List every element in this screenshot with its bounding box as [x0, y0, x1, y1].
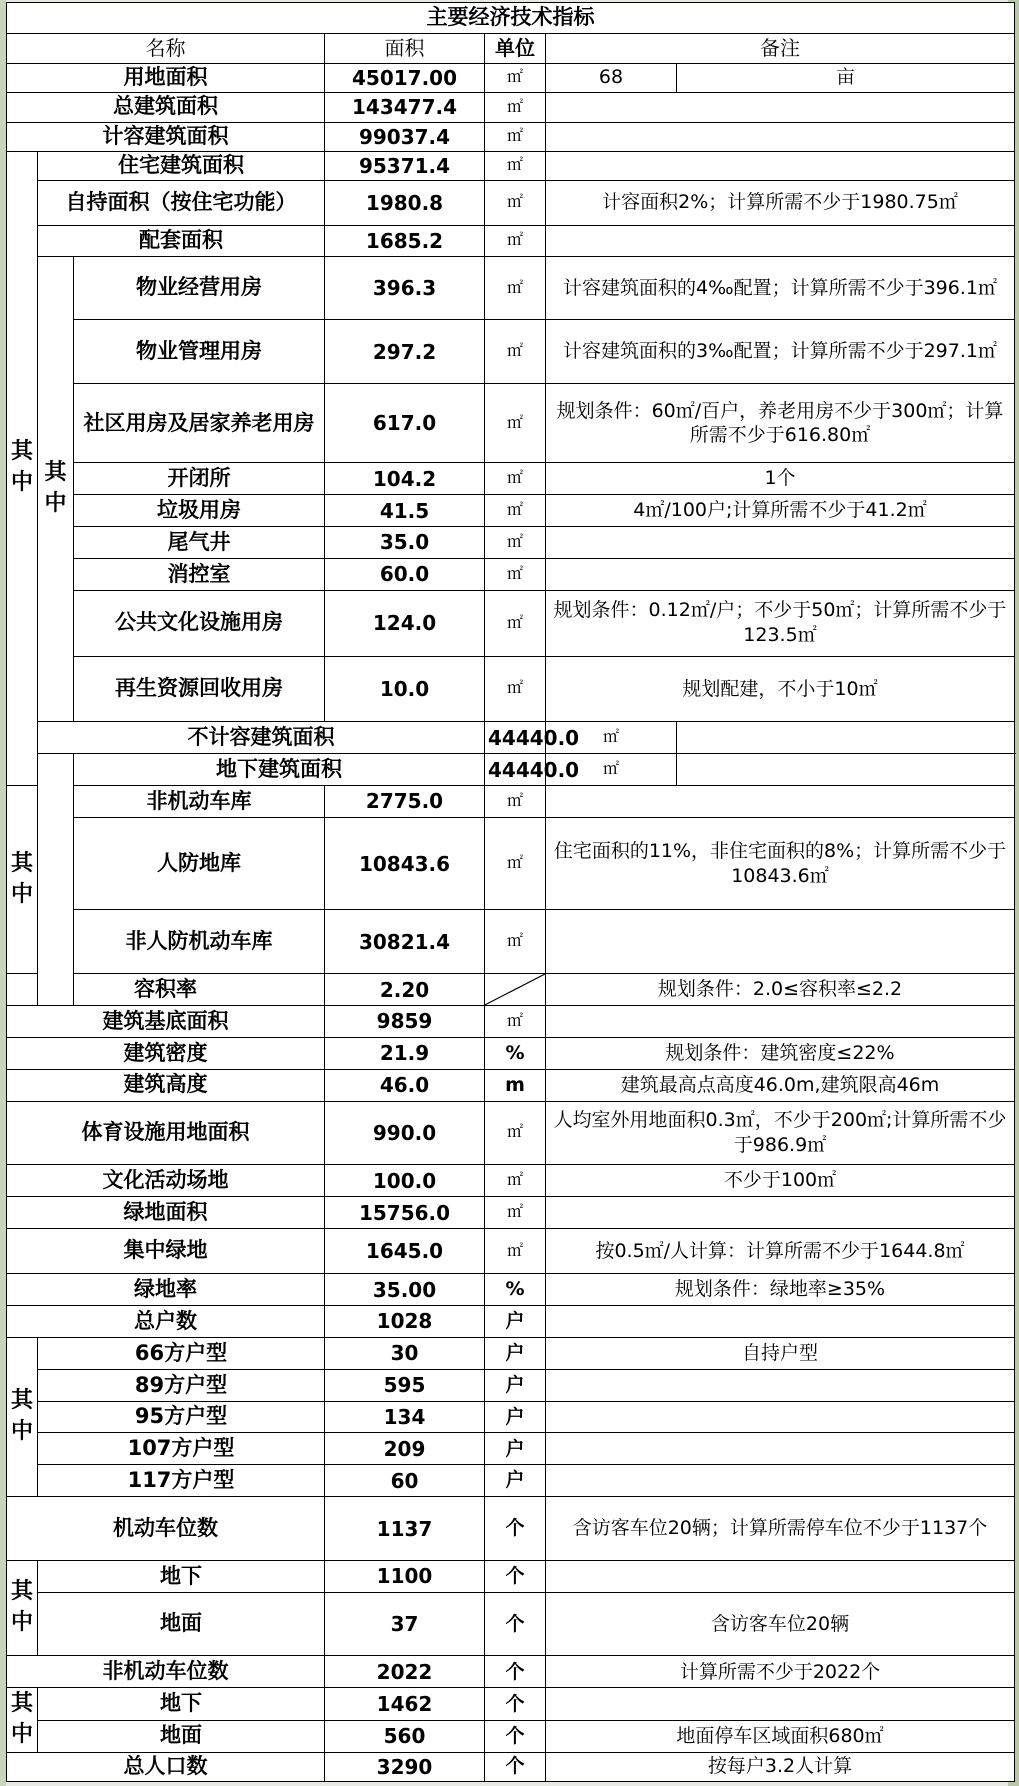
row-note: [546, 151, 1015, 180]
row-unit: 个: [485, 1497, 546, 1561]
row-name: 人防地库: [74, 817, 325, 910]
row-note: [546, 1433, 1015, 1465]
table-row: [7, 1688, 1015, 1720]
row-note: [546, 1369, 1015, 1401]
table-row: [7, 495, 1015, 527]
row-value: 46.0: [325, 1069, 485, 1101]
table-row: [7, 1433, 1015, 1465]
row-value: 1028: [325, 1306, 485, 1338]
row-value: 143477.4: [325, 92, 485, 122]
row-note: 含访客车位20辆；计算所需停车位不少于1137个: [546, 1497, 1015, 1561]
row-unit: ㎡: [485, 495, 546, 527]
table-row: [7, 1197, 1015, 1229]
row-unit: ㎡: [485, 1228, 546, 1273]
row-name: 建筑密度: [7, 1037, 325, 1069]
row-value: 134: [325, 1401, 485, 1433]
row-name: 消控室: [74, 558, 325, 590]
row-value: 595: [325, 1369, 485, 1401]
row-value: 1685.2: [325, 225, 485, 256]
land-area-mu-value: 68: [546, 63, 677, 92]
row-value: 560: [325, 1720, 485, 1752]
row-name: 集中绿地: [7, 1228, 325, 1273]
row-note: 自持户型: [546, 1337, 1015, 1369]
row-unit: ㎡: [485, 656, 546, 722]
row-value: 209: [325, 1433, 485, 1465]
table-row: [7, 1165, 1015, 1197]
row-name: 计容建筑面积: [7, 122, 325, 151]
table-row: [7, 1752, 1015, 1781]
table-row: [7, 92, 1015, 122]
row-note: 按0.5㎡/人计算：计算所需不少于1644.8㎡: [546, 1228, 1015, 1273]
row-unit: 个: [485, 1656, 546, 1688]
row-unit: ㎡: [485, 463, 546, 495]
row-unit: ㎡: [485, 225, 546, 256]
row-name: 机动车位数: [7, 1497, 325, 1561]
table-row: [7, 786, 1015, 818]
row-value: 44440.0: [485, 722, 546, 754]
row-name: 89方户型: [38, 1369, 325, 1401]
table-row: [7, 558, 1015, 590]
row-unit: ㎡: [485, 786, 546, 818]
table-row: [7, 384, 1015, 463]
row-name: 公共文化设施用房: [74, 590, 325, 656]
row-value: 2022: [325, 1656, 485, 1688]
row-unit: ㎡: [485, 180, 546, 225]
row-value: 10843.6: [325, 817, 485, 910]
table-row: [7, 122, 1015, 151]
row-value: 60.0: [325, 558, 485, 590]
row-name: 容积率: [7, 974, 325, 1006]
row-note: 4㎡/100户;计算所需不少于41.2㎡: [546, 495, 1015, 527]
table-row: [7, 754, 1015, 786]
row-name: 体育设施用地面积: [7, 1101, 325, 1165]
row-unit: ㎡: [485, 1197, 546, 1229]
row-note: [546, 527, 1015, 559]
row-note: 计容建筑面积的4‰配置；计算所需不少于396.1㎡: [546, 256, 1015, 320]
row-value: 297.2: [325, 320, 485, 384]
row-note: 计算所需不少于2022个: [546, 1656, 1015, 1688]
row-unit: ㎡: [546, 722, 677, 754]
row-name: 物业管理用房: [74, 320, 325, 384]
row-note: 含访客车位20辆: [546, 1592, 1015, 1656]
row-unit: ㎡: [485, 558, 546, 590]
table-row: [7, 1037, 1015, 1069]
row-value: 35.0: [325, 527, 485, 559]
row-note: [677, 754, 1015, 786]
table-row: [7, 180, 1015, 225]
row-value: 30: [325, 1337, 485, 1369]
row-name: 绿地面积: [7, 1197, 325, 1229]
row-note: 规划条件：绿地率≥35%: [546, 1274, 1015, 1306]
row-name: 66方户型: [38, 1337, 325, 1369]
land-area-mu-unit: 亩: [677, 63, 1015, 92]
economic-indicators-table: [6, 2, 1015, 1782]
row-value: 30821.4: [325, 910, 485, 974]
table-row: [7, 910, 1015, 974]
table-row: [7, 656, 1015, 722]
header-name: 名称: [7, 33, 325, 63]
group-label-qizhong: 其中: [7, 151, 38, 785]
table-row: [7, 463, 1015, 495]
row-note: [546, 92, 1015, 122]
row-name: 垃圾用房: [74, 495, 325, 527]
row-note: 规划配建，不小于10㎡: [546, 656, 1015, 722]
row-unit: 个: [485, 1688, 546, 1720]
row-unit: 个: [485, 1592, 546, 1656]
row-unit: ㎡: [485, 817, 546, 910]
header-row: [7, 33, 1015, 63]
table-row: [7, 1005, 1015, 1037]
row-value: 41.5: [325, 495, 485, 527]
row-unit: m: [485, 1069, 546, 1101]
row-name: 总人口数: [7, 1752, 325, 1781]
row-note: 1个: [546, 463, 1015, 495]
table-row: [7, 1401, 1015, 1433]
group-label-blank: [38, 754, 74, 1006]
row-unit: %: [485, 1274, 546, 1306]
row-name: 总建筑面积: [7, 92, 325, 122]
row-unit: 户: [485, 1306, 546, 1338]
row-note: [677, 722, 1015, 754]
row-note: 住宅面积的11%，非住宅面积的8%；计算所需不少于10843.6㎡: [546, 817, 1015, 910]
row-note: 人均室外用地面积0.3㎡，不少于200㎡;计算所需不少于986.9㎡: [546, 1101, 1015, 1165]
row-unit: 户: [485, 1465, 546, 1497]
row-unit: ㎡: [485, 63, 546, 92]
row-value: 99037.4: [325, 122, 485, 151]
row-unit: ㎡: [485, 384, 546, 463]
row-name: 地下建筑面积: [74, 754, 485, 786]
row-note: [546, 1688, 1015, 1720]
row-name: 95方户型: [38, 1401, 325, 1433]
table-row: [7, 1560, 1015, 1592]
table-row: [7, 974, 1015, 1006]
table-title: 主要经济技术指标: [7, 3, 1015, 34]
table-row: [7, 225, 1015, 256]
row-unit: 户: [485, 1433, 546, 1465]
table-row: [7, 151, 1015, 180]
row-note: 计容面积2%；计算所需不少于1980.75㎡: [546, 180, 1015, 225]
row-name: 117方户型: [38, 1465, 325, 1497]
row-name: 自持面积（按住宅功能）: [38, 180, 325, 225]
diagonal-slash-icon: [485, 974, 545, 1005]
row-unit: ㎡: [485, 910, 546, 974]
row-value: 1980.8: [325, 180, 485, 225]
row-name: 绿地率: [7, 1274, 325, 1306]
row-name: 107方户型: [38, 1433, 325, 1465]
row-value: 45017.00: [325, 63, 485, 92]
row-value: 2775.0: [325, 786, 485, 818]
row-note: 不少于100㎡: [546, 1165, 1015, 1197]
row-name: 社区用房及居家养老用房: [74, 384, 325, 463]
row-name: 用地面积: [7, 63, 325, 92]
row-name: 建筑基底面积: [7, 1005, 325, 1037]
row-name: 尾气井: [74, 527, 325, 559]
row-name: 地面: [38, 1720, 325, 1752]
group-label-qizhong: 其中: [7, 1688, 38, 1752]
row-note: 计容建筑面积的3‰配置；计算所需不少于297.1㎡: [546, 320, 1015, 384]
diagonal-slash-cell: [485, 974, 546, 1006]
row-value: 21.9: [325, 1037, 485, 1069]
table-row: [7, 1592, 1015, 1656]
row-value: 124.0: [325, 590, 485, 656]
table-row: [7, 320, 1015, 384]
table-row: [7, 817, 1015, 910]
row-note: 规划条件：0.12㎡/户；不少于50㎡；计算所需不少于123.5㎡: [546, 590, 1015, 656]
row-name: 住宅建筑面积: [38, 151, 325, 180]
table-row: [7, 722, 1015, 754]
row-unit: 个: [485, 1720, 546, 1752]
row-value: 104.2: [325, 463, 485, 495]
table-row: [7, 1274, 1015, 1306]
header-area: 面积: [325, 33, 485, 63]
table-row: [7, 63, 1015, 92]
table-row: [7, 590, 1015, 656]
row-name: 非机动车位数: [7, 1656, 325, 1688]
row-value: 9859: [325, 1005, 485, 1037]
row-unit: ㎡: [485, 320, 546, 384]
row-value: 1137: [325, 1497, 485, 1561]
row-value: 100.0: [325, 1165, 485, 1197]
row-value: 15756.0: [325, 1197, 485, 1229]
row-note: 规划条件：建筑密度≤22%: [546, 1037, 1015, 1069]
row-note: 按每户3.2人计算: [546, 1752, 1015, 1781]
row-unit: ㎡: [485, 256, 546, 320]
row-unit: ㎡: [485, 590, 546, 656]
row-value: 37: [325, 1592, 485, 1656]
row-name: 地下: [38, 1560, 325, 1592]
table-row: [7, 1497, 1015, 1561]
row-note: 地面停车区域面积680㎡: [546, 1720, 1015, 1752]
row-value: 3290: [325, 1752, 485, 1781]
row-note: [546, 225, 1015, 256]
row-unit: 户: [485, 1337, 546, 1369]
row-note: 建筑最高点高度46.0m,建筑限高46m: [546, 1069, 1015, 1101]
row-name: 非人防机动车库: [74, 910, 325, 974]
table-row: [7, 1306, 1015, 1338]
row-note: 规划条件：2.0≤容积率≤2.2: [546, 974, 1015, 1006]
row-name: 再生资源回收用房: [74, 656, 325, 722]
row-unit: ㎡: [485, 151, 546, 180]
row-unit: 个: [485, 1560, 546, 1592]
group-label-qizhong: 其中: [7, 1337, 38, 1496]
table-row: [7, 1069, 1015, 1101]
row-note: [546, 1401, 1015, 1433]
row-note: [546, 910, 1015, 974]
row-name: 文化活动场地: [7, 1165, 325, 1197]
row-value: 95371.4: [325, 151, 485, 180]
row-name: 建筑高度: [7, 1069, 325, 1101]
row-unit: ㎡: [485, 1165, 546, 1197]
row-value: 2.20: [325, 974, 485, 1006]
row-name: 地面: [38, 1592, 325, 1656]
row-note: [546, 1465, 1015, 1497]
row-value: 1645.0: [325, 1228, 485, 1273]
row-name: 地下: [38, 1688, 325, 1720]
row-name: 非机动车库: [74, 786, 325, 818]
row-name: 总户数: [7, 1306, 325, 1338]
table-row: [7, 1465, 1015, 1497]
row-unit: ㎡: [485, 527, 546, 559]
table-row: [7, 1369, 1015, 1401]
row-note: [546, 786, 1015, 818]
row-note: [546, 1197, 1015, 1229]
title-row: [7, 3, 1015, 34]
row-name: 配套面积: [38, 225, 325, 256]
group-label-qizhong: 其中: [7, 786, 38, 974]
table-row: [7, 1228, 1015, 1273]
row-name: 开闭所: [74, 463, 325, 495]
row-note: [546, 1560, 1015, 1592]
row-unit: 户: [485, 1369, 546, 1401]
row-value: 1100: [325, 1560, 485, 1592]
row-name: 物业经营用房: [74, 256, 325, 320]
row-value: 44440.0: [485, 754, 546, 786]
table-row: [7, 1101, 1015, 1165]
row-value: 60: [325, 1465, 485, 1497]
row-unit: 户: [485, 1401, 546, 1433]
row-value: 1462: [325, 1688, 485, 1720]
table-row: [7, 1337, 1015, 1369]
row-value: 617.0: [325, 384, 485, 463]
row-note: [546, 1306, 1015, 1338]
row-unit: ㎡: [485, 92, 546, 122]
group-label-qizhong: 其中: [7, 1560, 38, 1656]
row-unit: ㎡: [485, 1005, 546, 1037]
row-unit: 个: [485, 1752, 546, 1781]
row-value: 990.0: [325, 1101, 485, 1165]
row-unit: ㎡: [546, 754, 677, 786]
row-unit: ㎡: [485, 1101, 546, 1165]
row-value: 10.0: [325, 656, 485, 722]
row-note: [546, 122, 1015, 151]
row-value: 35.00: [325, 1274, 485, 1306]
row-value: 396.3: [325, 256, 485, 320]
row-unit: %: [485, 1037, 546, 1069]
header-unit: 单位: [485, 33, 546, 63]
row-note: [546, 1005, 1015, 1037]
group-label-qizhong: 其中: [38, 256, 74, 722]
row-note: [546, 558, 1015, 590]
table-row: [7, 527, 1015, 559]
table-row: [7, 256, 1015, 320]
header-note: 备注: [546, 33, 1015, 63]
row-name: 不计容建筑面积: [38, 722, 485, 754]
table-row: [7, 1656, 1015, 1688]
row-unit: ㎡: [485, 122, 546, 151]
row-note: 规划条件：60㎡/百户，养老用房不少于300㎡；计算所需不少于616.80㎡: [546, 384, 1015, 463]
table-row: [7, 1720, 1015, 1752]
